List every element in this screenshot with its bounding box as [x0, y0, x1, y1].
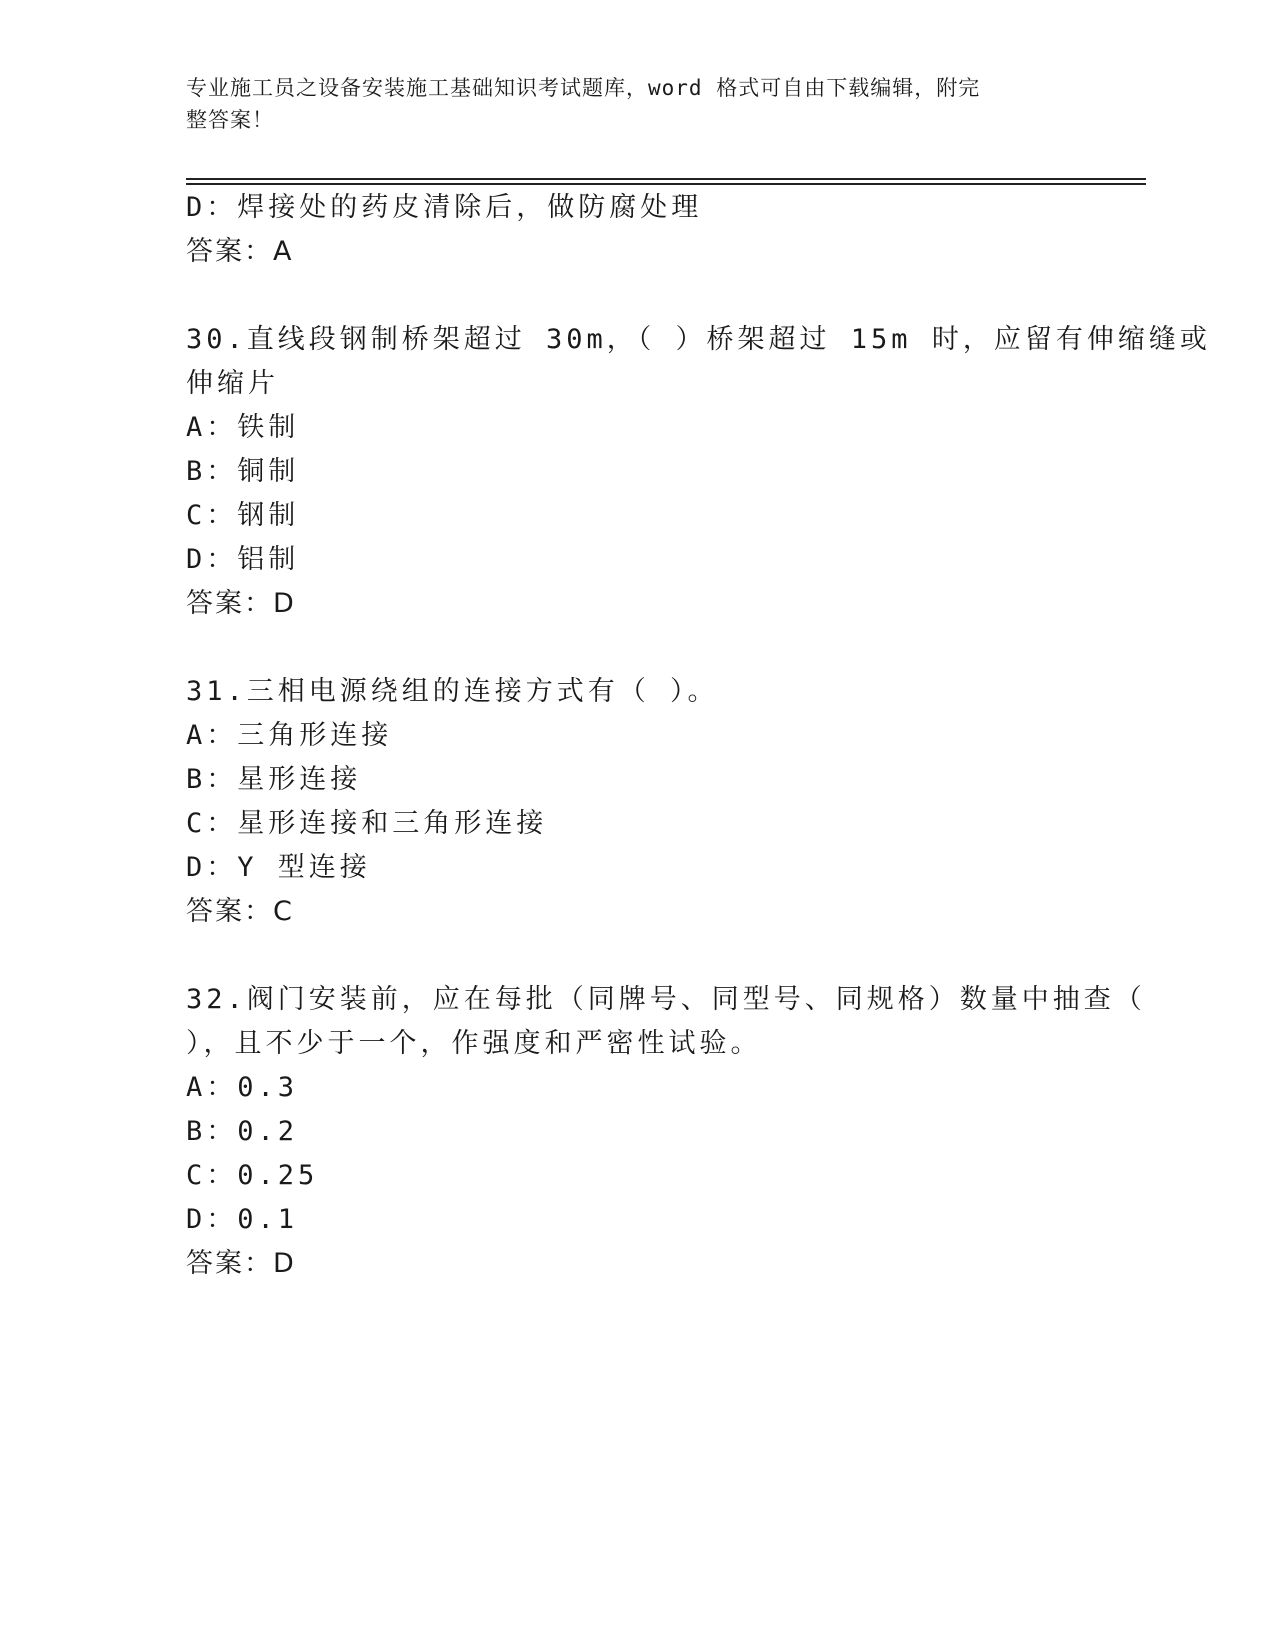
q30-option-d: D：铝制	[186, 544, 300, 575]
header-line-2: 整答案！	[186, 108, 274, 132]
q32-option-c: C：0.25	[186, 1160, 319, 1191]
q32-answer: 答案：D	[186, 1248, 296, 1279]
q31-option-b: B：星形连接	[186, 764, 362, 795]
header-divider-bottom	[186, 183, 1146, 185]
q30-stem-line-2: 伸缩片	[186, 368, 279, 399]
header-line-1: 专业施工员之设备安装施工基础知识考试题库，word 格式可自由下载编辑，附完	[186, 76, 981, 100]
q30-stem-line-1: 30.直线段钢制桥架超过 30m，（ ）桥架超过 15m 时，应留有伸缩缝或	[186, 324, 1211, 355]
q31-answer: 答案：C	[186, 896, 294, 927]
prev-option-d: D：焊接处的药皮清除后，做防腐处理	[186, 192, 703, 223]
q31-stem: 31.三相电源绕组的连接方式有（ ）。	[186, 676, 719, 707]
q32-option-d: D：0.1	[186, 1204, 299, 1235]
q30-answer: 答案：D	[186, 588, 296, 619]
q30-option-a: A：铁制	[186, 412, 300, 443]
q31-option-a: A：三角形连接	[186, 720, 393, 751]
q32-stem-line-2: ），且不少于一个，作强度和严密性试验。	[186, 1028, 762, 1059]
document-header	[186, 72, 1066, 136]
q31-option-d: D：Y 型连接	[186, 852, 371, 883]
q31-option-c: C：星形连接和三角形连接	[186, 808, 548, 839]
q32-stem-line-1: 32.阀门安装前，应在每批（同牌号、同型号、同规格）数量中抽查（	[186, 984, 1146, 1015]
q32-option-a: A：0.3	[186, 1072, 299, 1103]
q30-option-c: C：钢制	[186, 500, 300, 531]
header-divider-top	[186, 178, 1146, 180]
q32-option-b: B：0.2	[186, 1116, 299, 1147]
prev-answer: 答案：A	[186, 236, 294, 267]
q30-option-b: B：铜制	[186, 456, 300, 487]
